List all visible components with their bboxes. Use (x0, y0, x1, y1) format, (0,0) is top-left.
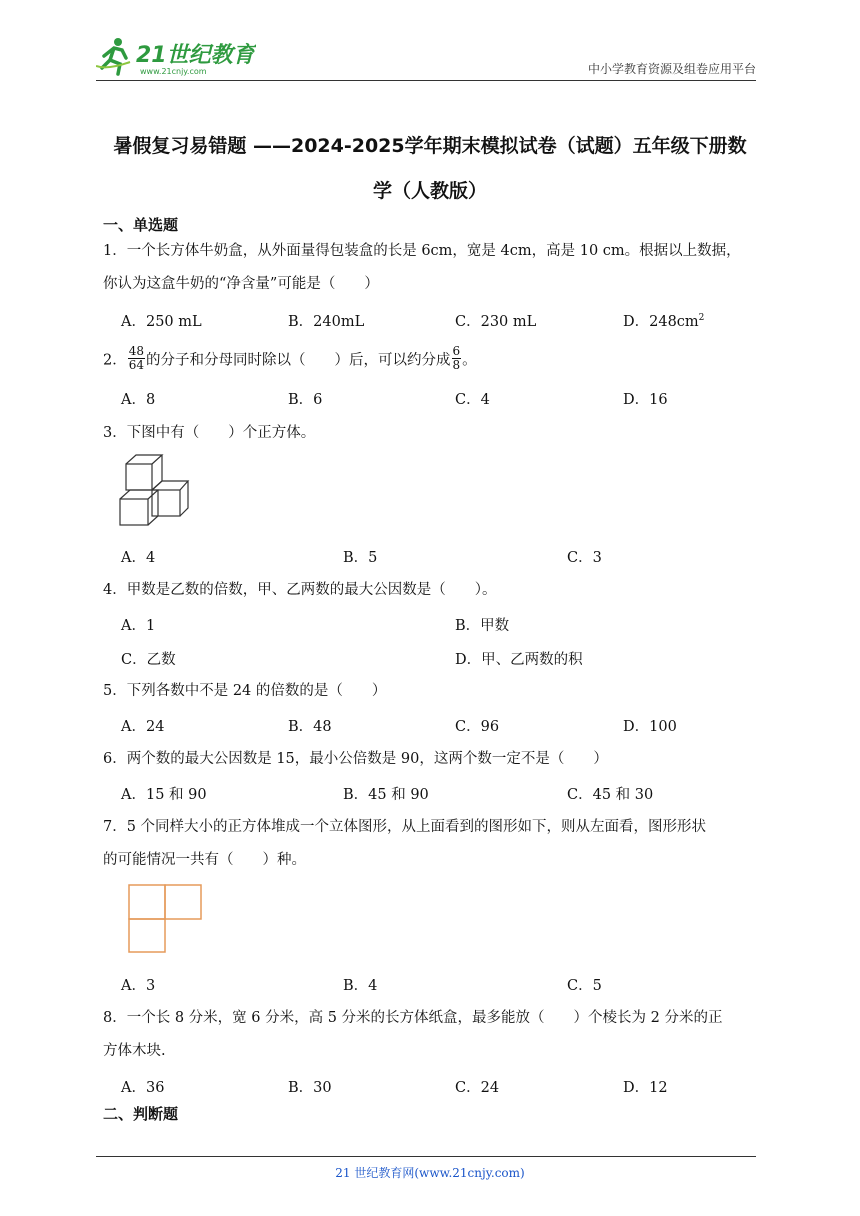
question-1-line1: 1．一个长方体牛奶盒，从外面量得包装盒的长是 6cm，宽是 4cm，高是 10 cm。根据以上数据， (103, 243, 741, 259)
logo-text: 21世纪教育 (136, 43, 255, 68)
q8-option-a[interactable]: A．36 (121, 1080, 165, 1096)
question-3: 3．下图中有（ ）个正方体。 (103, 425, 316, 441)
q6-option-b[interactable]: B．45 和 90 (343, 787, 429, 803)
q2-frac1-num: 48 (128, 344, 145, 358)
q8-option-b[interactable]: B．30 (288, 1080, 332, 1096)
q2-option-c[interactable]: C．4 (455, 392, 490, 408)
q5-option-c[interactable]: C．96 (455, 719, 500, 735)
q6-option-c[interactable]: C．45 和 30 (567, 787, 654, 803)
q2-frac2-den: 8 (452, 358, 461, 372)
q2-prefix: 2． (103, 352, 127, 369)
runner-icon (96, 38, 130, 74)
q2-frac1-den: 64 (128, 358, 145, 372)
question-4: 4．甲数是乙数的倍数，甲、乙两数的最大公因数是（ ）。 (103, 582, 497, 598)
q1-option-d-sup: 2 (698, 313, 705, 324)
question-1-line2: 你认为这盒牛奶的“净含量”可能是（ ） (103, 276, 379, 292)
cubes-figure (116, 452, 192, 528)
logo-21cnjy (96, 36, 256, 78)
question-8-line2: 方体木块. (103, 1043, 166, 1059)
q2-option-a[interactable]: A．8 (121, 392, 156, 408)
question-7-line1: 7．5 个同样大小的正方体堆成一个立体图形，从上面看到的图形如下，则从左面看，图形形状 (103, 819, 707, 835)
question-5: 5．下列各数中不是 24 的倍数的是（ ） (103, 683, 387, 699)
q3-option-b[interactable]: B．5 (343, 550, 378, 566)
header-divider (96, 80, 756, 81)
question-7-line2: 的可能情况一共有（ ）种。 (103, 852, 306, 868)
exam-title-line2: 学（人教版） (372, 180, 487, 202)
q5-option-a[interactable]: A．24 (121, 719, 165, 735)
q2-option-d[interactable]: D．16 (623, 392, 668, 408)
q2-fraction-1 (128, 345, 145, 372)
q1-option-a[interactable]: A．250 mL (121, 314, 202, 330)
q8-option-c[interactable]: C．24 (455, 1080, 500, 1096)
q2-suffix: 。 (462, 352, 477, 369)
q4-option-b[interactable]: B．甲数 (455, 618, 510, 634)
question-6: 6．两个数的最大公因数是 15，最小公倍数是 90，这两个数一定不是（ ） (103, 751, 608, 767)
q2-fraction-2 (452, 345, 462, 372)
section-true-false: 二、判断题 (103, 1105, 179, 1123)
question-8-line1: 8．一个长 8 分米，宽 6 分米，高 5 分米的长方体纸盒，最多能放（ ）个棱长为 2 分米的正 (103, 1010, 723, 1026)
q7-option-b[interactable]: B．4 (343, 978, 378, 994)
q1-option-c[interactable]: C．230 mL (455, 314, 537, 330)
footer-site-link[interactable]: 21 世纪教育网(www.21cnjy.com) (335, 1166, 525, 1180)
logo-url: www.21cnjy.com (140, 67, 207, 76)
question-2 (103, 344, 763, 374)
q7-option-a[interactable]: A．3 (121, 978, 156, 994)
q2-option-b[interactable]: B．6 (288, 392, 323, 408)
q8-option-d[interactable]: D．12 (623, 1080, 668, 1096)
q1-option-b[interactable]: B．240mL (288, 314, 365, 330)
q3-option-a[interactable]: A．4 (121, 550, 156, 566)
q5-option-d[interactable]: D．100 (623, 719, 677, 735)
q2-frac2-num: 6 (452, 344, 461, 358)
footer-divider (96, 1156, 756, 1157)
q5-option-b[interactable]: B．48 (288, 719, 332, 735)
q6-option-a[interactable]: A．15 和 90 (121, 787, 207, 803)
q2-middle: 的分子和分母同时除以（ ）后，可以约分成 (146, 352, 451, 369)
section-single-choice: 一、单选题 (103, 216, 179, 234)
q4-option-c[interactable]: C．乙数 (121, 652, 176, 668)
exam-title-line1: 暑假复习易错题 ——2024-2025学年期末模拟试卷（试题）五年级下册数 (113, 135, 747, 157)
q1-option-d[interactable] (623, 310, 704, 331)
q4-option-d[interactable]: D．甲、乙两数的积 (455, 652, 583, 668)
header-platform-text: 中小学教育资源及组卷应用平台 (587, 62, 756, 76)
q3-option-c[interactable]: C．3 (567, 550, 602, 566)
q7-option-c[interactable]: C．5 (567, 978, 602, 994)
q4-option-a[interactable]: A．1 (121, 618, 156, 634)
q1-option-d-text: D．248cm (623, 314, 699, 330)
top-view-grid (126, 882, 204, 954)
